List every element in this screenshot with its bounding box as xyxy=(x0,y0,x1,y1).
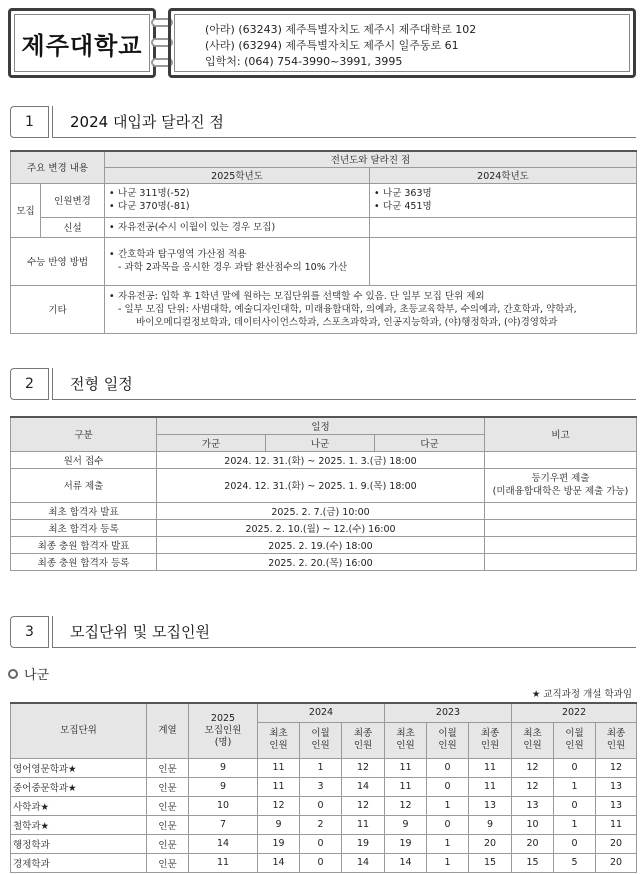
schedule-date: 2025. 2. 19.(수) 18:00 xyxy=(157,536,485,553)
header-cell: 주요 변경 내용 xyxy=(11,151,105,183)
count-cell: 1 xyxy=(427,834,469,853)
count-cell: 12 xyxy=(512,777,554,796)
table-cell xyxy=(370,237,637,285)
header-cell: 최초 인원 xyxy=(258,722,300,758)
count-cell: 13 xyxy=(596,777,637,796)
field-cell: 인문 xyxy=(147,777,189,796)
count-cell: 1 xyxy=(300,758,342,777)
count-cell: 13 xyxy=(469,796,512,815)
section-3-heading xyxy=(10,616,636,648)
count-cell: 0 xyxy=(554,758,596,777)
table-row xyxy=(11,285,637,333)
schedule-item: 최초 합격자 등록 xyxy=(11,519,157,536)
count-cell: 19 xyxy=(385,834,427,853)
table-cell: • 자유전공(수시 이월이 있는 경우 모집) xyxy=(105,217,370,237)
schedule-note xyxy=(485,536,637,553)
legend-note: ★ 교직과정 개설 학과임 xyxy=(531,689,632,700)
section-number: 2 xyxy=(10,368,48,400)
header-cell: 2025 모집인원 (명) xyxy=(189,703,258,758)
count-cell: 0 xyxy=(427,758,469,777)
table-row xyxy=(11,451,637,468)
quota-cell: 7 xyxy=(189,815,258,834)
count-cell: 14 xyxy=(342,853,385,872)
section-title: 모집단위 및 모집인원 xyxy=(70,623,210,641)
section-1-heading xyxy=(10,106,636,138)
header-cell: 이월 인원 xyxy=(300,722,342,758)
header-cell: 2024 xyxy=(258,703,385,722)
quota-cell: 14 xyxy=(189,834,258,853)
count-cell: 1 xyxy=(427,796,469,815)
count-cell: 11 xyxy=(469,777,512,796)
count-cell: 14 xyxy=(385,853,427,872)
section-title: 2024 대입과 달라진 점 xyxy=(70,113,224,131)
count-cell: 10 xyxy=(512,815,554,834)
table-row xyxy=(11,468,637,502)
header-cell: 2025학년도 xyxy=(105,167,370,183)
table-row xyxy=(11,536,637,553)
field-cell: 인문 xyxy=(147,834,189,853)
quota-cell: 9 xyxy=(189,777,258,796)
schedule-date: 2024. 12. 31.(화) ~ 2025. 1. 9.(목) 18:00 xyxy=(157,468,485,502)
count-cell: 9 xyxy=(258,815,300,834)
header-cell: 다군 xyxy=(375,434,485,451)
header-cell: 최초 인원 xyxy=(385,722,427,758)
table-row xyxy=(11,796,637,815)
count-cell: 0 xyxy=(300,796,342,815)
header-cell: 일정 xyxy=(157,417,485,434)
header-cell: 이월 인원 xyxy=(554,722,596,758)
header-cell: 2024학년도 xyxy=(370,167,637,183)
count-cell: 11 xyxy=(596,815,637,834)
count-cell: 0 xyxy=(300,834,342,853)
row-label: 모집 xyxy=(11,183,41,237)
header-cell: 최종 인원 xyxy=(342,722,385,758)
count-cell: 0 xyxy=(427,815,469,834)
header-cell: 2022 xyxy=(512,703,637,722)
table-cell: • 자유전공: 입학 후 1학년 말에 원하는 모집단위를 선택할 수 있음. 단 일부 모집 단위 제외 - 일부 모집 단위: 사범대학, 예술디자인대학, 미래융합대학, 의예과, 초등교육학부, 수의예과, 간호학과, 약학과, 바이오메디컬정보학과, 데이터사이언스학과, 스포츠과학과, 인공지능학과, (야)행정학과, (야)경영학과 xyxy=(105,285,637,333)
header-cell: 최초 인원 xyxy=(512,722,554,758)
schedule-item: 원서 접수 xyxy=(11,451,157,468)
header-cell: 최종 인원 xyxy=(596,722,637,758)
group-label: 나군 xyxy=(24,668,50,683)
schedule-item: 최종 충원 합격자 발표 xyxy=(11,536,157,553)
table-cell: • 나군 363명 • 다군 451명 xyxy=(370,183,637,217)
schedule-note xyxy=(485,451,637,468)
schedule-note xyxy=(485,553,637,570)
count-cell: 20 xyxy=(596,853,637,872)
unit-name: 사학과★ xyxy=(11,796,147,815)
university-name: 제주대학교 xyxy=(21,31,143,60)
table-row xyxy=(11,502,637,519)
table-cell: • 나군 311명(-52) • 다군 370명(-81) xyxy=(105,183,370,217)
contact-line: 입학처: (064) 754-3990~3991, 3995 xyxy=(205,55,403,68)
count-cell: 15 xyxy=(512,853,554,872)
count-cell: 12 xyxy=(342,758,385,777)
section-number: 1 xyxy=(10,106,48,138)
unit-name: 경제학과 xyxy=(11,853,147,872)
quota-cell: 10 xyxy=(189,796,258,815)
count-cell: 20 xyxy=(596,834,637,853)
count-cell: 20 xyxy=(512,834,554,853)
unit-name: 중어중문학과★ xyxy=(11,777,147,796)
header-cell: 이월 인원 xyxy=(427,722,469,758)
header-cell: 비고 xyxy=(485,417,637,451)
row-label: 신설 xyxy=(41,217,105,237)
table-row xyxy=(11,815,637,834)
header-cell: 모집단위 xyxy=(11,703,147,758)
count-cell: 0 xyxy=(554,796,596,815)
quota-table xyxy=(10,702,637,873)
count-cell: 11 xyxy=(342,815,385,834)
schedule-item: 최초 합격자 발표 xyxy=(11,502,157,519)
table-row xyxy=(11,777,637,796)
field-cell: 인문 xyxy=(147,796,189,815)
count-cell: 13 xyxy=(512,796,554,815)
count-cell: 11 xyxy=(258,758,300,777)
count-cell: 9 xyxy=(469,815,512,834)
count-cell: 13 xyxy=(596,796,637,815)
row-label: 인원변경 xyxy=(41,183,105,217)
count-cell: 0 xyxy=(554,834,596,853)
header-cell: 나군 xyxy=(266,434,375,451)
quota-cell: 9 xyxy=(189,758,258,777)
subheading xyxy=(8,664,49,683)
schedule-item: 서류 제출 xyxy=(11,468,157,502)
address-box xyxy=(168,8,636,78)
count-cell: 0 xyxy=(427,777,469,796)
field-cell: 인문 xyxy=(147,853,189,872)
count-cell: 1 xyxy=(427,853,469,872)
count-cell: 12 xyxy=(342,796,385,815)
count-cell: 12 xyxy=(385,796,427,815)
quota-cell: 11 xyxy=(189,853,258,872)
count-cell: 19 xyxy=(342,834,385,853)
count-cell: 11 xyxy=(469,758,512,777)
schedule-date: 2025. 2. 10.(월) ~ 12.(수) 16:00 xyxy=(157,519,485,536)
changes-table xyxy=(10,150,637,334)
address-line: (아라) (63243) 제주특별자치도 제주시 제주대학로 102 xyxy=(205,23,477,36)
count-cell: 12 xyxy=(512,758,554,777)
unit-name: 행정학과 xyxy=(11,834,147,853)
field-cell: 인문 xyxy=(147,815,189,834)
table-row xyxy=(11,553,637,570)
schedule-table xyxy=(10,416,637,571)
header-cell: 가군 xyxy=(157,434,266,451)
schedule-date: 2025. 2. 7.(금) 10:00 xyxy=(157,502,485,519)
count-cell: 12 xyxy=(258,796,300,815)
count-cell: 15 xyxy=(469,853,512,872)
table-row xyxy=(11,519,637,536)
count-cell: 20 xyxy=(469,834,512,853)
unit-name: 철학과★ xyxy=(11,815,147,834)
count-cell: 12 xyxy=(596,758,637,777)
unit-name: 영어영문학과★ xyxy=(11,758,147,777)
schedule-note xyxy=(485,519,637,536)
schedule-item: 최종 충원 합격자 등록 xyxy=(11,553,157,570)
table-row xyxy=(11,237,637,285)
header-cell: 전년도와 달라진 점 xyxy=(105,151,637,167)
table-cell: • 간호학과 탐구영역 가산점 적용 - 과학 2과목을 응시한 경우 과탐 환산점수의 10% 가산 xyxy=(105,237,370,285)
header-cell: 최종 인원 xyxy=(469,722,512,758)
count-cell: 2 xyxy=(300,815,342,834)
table-row xyxy=(11,758,637,777)
address-line: (사라) (63294) 제주특별자치도 제주시 일주동로 61 xyxy=(205,39,459,52)
row-label: 기타 xyxy=(11,285,105,333)
table-cell xyxy=(370,217,637,237)
count-cell: 14 xyxy=(342,777,385,796)
circle-icon xyxy=(8,669,18,679)
section-title: 전형 일정 xyxy=(70,375,133,393)
row-label: 수능 반영 방법 xyxy=(11,237,105,285)
schedule-note xyxy=(485,502,637,519)
count-cell: 1 xyxy=(554,815,596,834)
schedule-date: 2024. 12. 31.(화) ~ 2025. 1. 3.(금) 18:00 xyxy=(157,451,485,468)
count-cell: 3 xyxy=(300,777,342,796)
schedule-date: 2025. 2. 20.(목) 16:00 xyxy=(157,553,485,570)
count-cell: 5 xyxy=(554,853,596,872)
count-cell: 0 xyxy=(300,853,342,872)
header-cell: 2023 xyxy=(385,703,512,722)
count-cell: 9 xyxy=(385,815,427,834)
count-cell: 11 xyxy=(258,777,300,796)
count-cell: 11 xyxy=(385,777,427,796)
schedule-note: 등기우편 제출 (미래융합대학은 방문 제출 가능) xyxy=(485,468,637,502)
field-cell: 인문 xyxy=(147,758,189,777)
count-cell: 14 xyxy=(258,853,300,872)
table-row xyxy=(11,853,637,872)
count-cell: 11 xyxy=(385,758,427,777)
section-number: 3 xyxy=(10,616,48,648)
count-cell: 19 xyxy=(258,834,300,853)
university-logo-box xyxy=(8,8,156,78)
section-2-heading xyxy=(10,368,636,400)
table-row xyxy=(11,834,637,853)
table-row xyxy=(11,183,637,217)
header-cell: 계열 xyxy=(147,703,189,758)
table-row xyxy=(11,217,637,237)
header-cell: 구분 xyxy=(11,417,157,451)
count-cell: 1 xyxy=(554,777,596,796)
